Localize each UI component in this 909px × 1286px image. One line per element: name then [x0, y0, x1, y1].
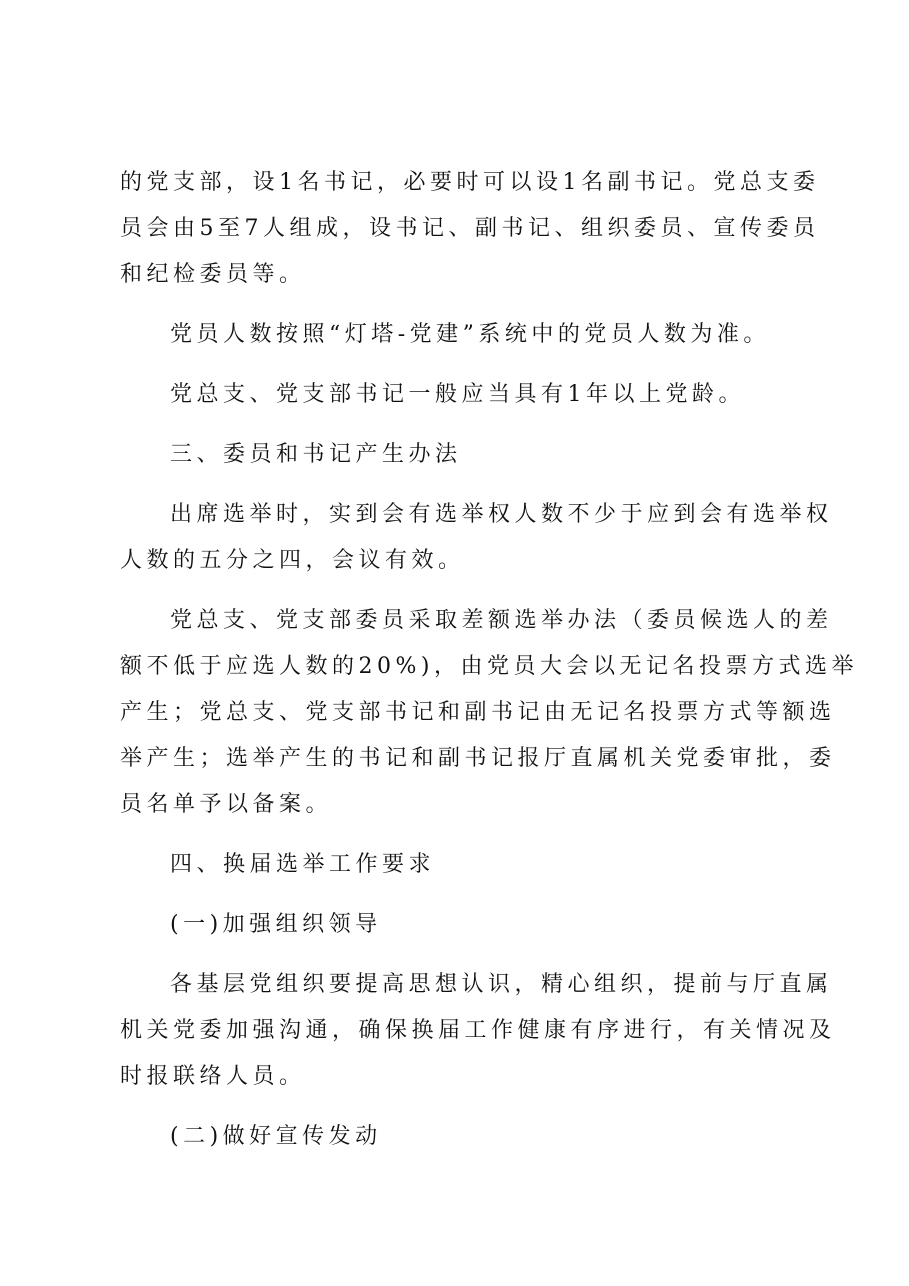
- text-line: 员会由5至7人组成，设书记、副书记、组织委员、宣传委员: [120, 216, 820, 241]
- subsection-heading: (一)加强组织领导: [170, 912, 382, 937]
- text-line: 产生；党总支、党支部书记和副书记由无记名投票方式等额选: [120, 700, 836, 725]
- text-line: 员名单予以备案。: [120, 792, 333, 817]
- text-line: 人数的五分之四，会议有效。: [120, 548, 465, 573]
- text-line: 举产生；选举产生的书记和副书记报厅直属机关党委审批，委: [120, 746, 836, 771]
- text-line: 和纪检委员等。: [120, 262, 306, 287]
- text-line: 时报联络人员。: [120, 1064, 306, 1089]
- text-line: 的党支部，设1名书记，必要时可以设1名副书记。党总支委: [120, 170, 820, 195]
- text-line: 党总支、党支部书记一般应当具有1年以上党龄。: [170, 382, 745, 407]
- text-line: 额不低于应选人数的20%)，由党员大会以无记名投票方式选举: [120, 654, 858, 679]
- subsection-heading: (二)做好宣传发动: [170, 1124, 382, 1149]
- text-line: 出席选举时，实到会有选举权人数不少于应到会有选举权: [170, 502, 833, 527]
- text-line: 党总支、党支部委员采取差额选举办法（委员候选人的差: [170, 608, 833, 633]
- section-heading: 三、委员和书记产生办法: [170, 442, 462, 467]
- text-line: 各基层党组织要提高思想认识，精心组织，提前与厅直属: [170, 972, 833, 997]
- text-line: 党员人数按照“灯塔-党建”系统中的党员人数为准。: [170, 322, 770, 347]
- section-heading: 四、换届选举工作要求: [170, 852, 436, 877]
- text-line: 机关党委加强沟通，确保换届工作健康有序进行，有关情况及: [120, 1018, 836, 1043]
- document-body: [120, 160, 858, 1160]
